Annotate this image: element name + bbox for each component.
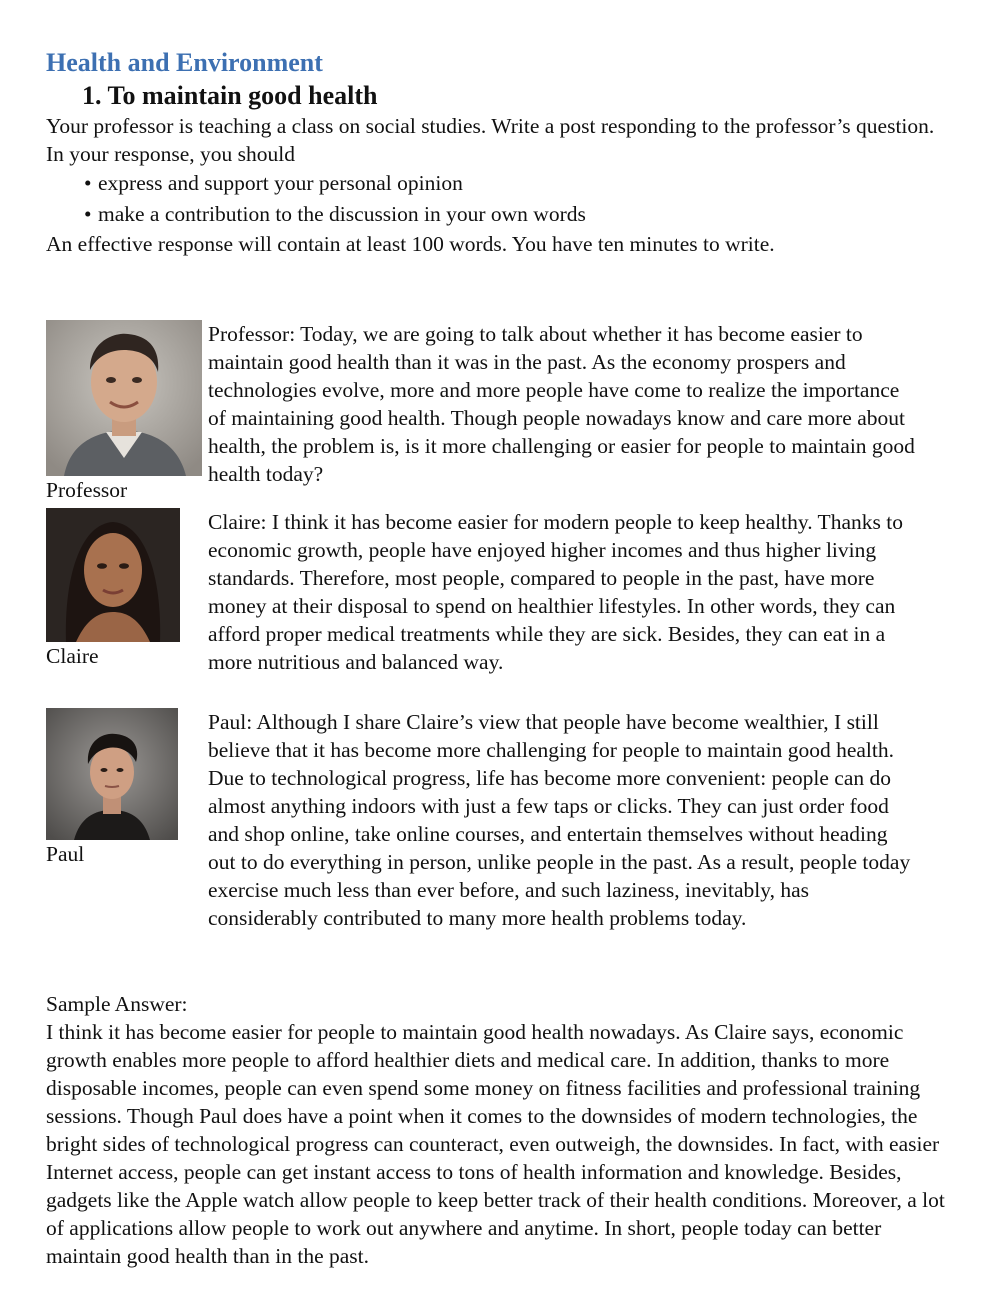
instructions-requirement: An effective response will contain at least 100 words. You have ten minutes to write. xyxy=(46,232,775,256)
document-page xyxy=(46,46,966,1268)
professor-speech: Professor: Today, we are going to talk about whether it has become easier to maintain good health than it was in the past. As the economy prospers and technologies evolve, more and more people have come to realize the importance of maintaining good health. Though people nowadays know and care more about health, the problem is, is it more challenging or easier for people to maintain good health today? xyxy=(208,322,915,486)
claire-speech: Claire: I think it has become easier for modern people to keep healthy. Thanks to economic growth, people have enjoyed higher incomes and thus higher living standards. Therefore, most people, compared to people in the past, have more money at their disposal to spend on healthier lifestyles. In other words, they can afford proper medical treatments while they are sick. Besides, they can eat in a more nutritious and balanced way. xyxy=(208,510,903,674)
claire-photo xyxy=(46,508,180,642)
bullet-icon: • xyxy=(84,202,92,226)
instructions-lead: In your response, you should xyxy=(46,142,296,166)
speaker-name: Professor xyxy=(46,478,128,502)
speaker-professor xyxy=(46,320,202,504)
paul-photo xyxy=(46,708,178,840)
section-title: Health and Environment xyxy=(46,48,323,77)
instructions-intro: Your professor is teaching a class on social studies. Write a post responding to the professor’s question. xyxy=(46,114,935,138)
professor-photo xyxy=(46,320,202,476)
instructions-bullets xyxy=(46,168,966,230)
speaker-claire xyxy=(46,508,180,670)
sample-answer-label: Sample Answer: xyxy=(46,992,188,1016)
discussion xyxy=(46,320,966,980)
sample-answer-text: I think it has become easier for people to maintain good health nowadays. As Claire says, economic growth enables more people to afford healthier diets and medical care. In addition, thanks to more disposable incomes, people can even spend some money on fitness facilities and professional training sessions. Though Paul does have a point when it comes to the downsides of modern technologies, the bright sides of technological progress can counteract, even outweigh, the downsides. In fact, with easier Internet access, people can get instant access to tons of health information and knowledge. Besides, gadgets like the Apple watch allow people to keep better track of their health conditions. Moreover, a lot of applications allow people to work out anywhere and anytime. In short, people today can better maintain good health than in the past. xyxy=(46,1020,945,1268)
instruction-bullet: • express and support your personal opinion xyxy=(84,168,966,199)
question-title: 1. To maintain good health xyxy=(82,81,378,110)
bullet-icon: • xyxy=(84,171,92,195)
speaker-name: Claire xyxy=(46,644,99,668)
speaker-name: Paul xyxy=(46,842,85,866)
paul-speech: Paul: Although I share Claire’s view that people have become wealthier, I still believe that it has become more challenging for people to maintain good health. Due to technological progress, life has become more convenient: people can do almost anything indoors with just a few taps or clicks. They can just order food and shop online, take online courses, and entertain themselves without heading out to do everything in person, unlike people in the past. As a result, people today exercise much less than ever before, and such laziness, inevitably, has considerably contributed to many more health problems today. xyxy=(208,710,911,930)
speaker-paul xyxy=(46,708,178,868)
instruction-bullet: • make a contribution to the discussion in your own words xyxy=(84,199,966,230)
